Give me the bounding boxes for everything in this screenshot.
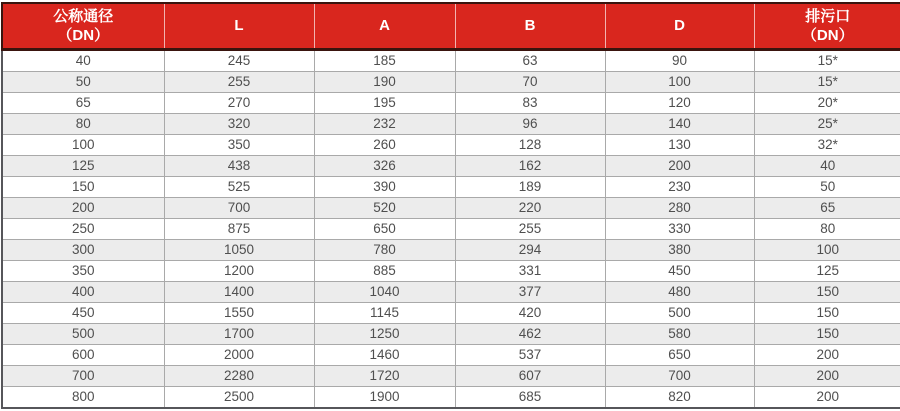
table-row	[2, 177, 900, 198]
table-cell-a: 1250	[314, 324, 455, 345]
table-header-row	[2, 3, 900, 50]
table-cell-l: 700	[164, 198, 314, 219]
table-cell-dn: 250	[2, 219, 164, 240]
table-cell-d: 330	[605, 219, 754, 240]
table-cell-dn: 150	[2, 177, 164, 198]
table-cell-dn: 125	[2, 156, 164, 177]
table-cell-d: 480	[605, 282, 754, 303]
table-cell-b: 96	[455, 114, 605, 135]
column-header-b	[455, 3, 605, 50]
table-row	[2, 219, 900, 240]
table-cell-dn: 350	[2, 261, 164, 282]
table-cell-drain: 100	[754, 240, 900, 261]
table-cell-l: 1200	[164, 261, 314, 282]
table-cell-l: 245	[164, 50, 314, 72]
column-header-d	[605, 3, 754, 50]
table-cell-drain: 200	[754, 366, 900, 387]
table-cell-b: 70	[455, 72, 605, 93]
table-cell-dn: 80	[2, 114, 164, 135]
table-cell-d: 380	[605, 240, 754, 261]
table-cell-l: 525	[164, 177, 314, 198]
table-cell-l: 255	[164, 72, 314, 93]
table-cell-l: 1700	[164, 324, 314, 345]
table-row	[2, 156, 900, 177]
table-cell-dn: 400	[2, 282, 164, 303]
column-header-label: L	[234, 17, 244, 35]
table-row	[2, 50, 900, 72]
table-cell-b: 420	[455, 303, 605, 324]
table-cell-b: 162	[455, 156, 605, 177]
column-header-l	[164, 3, 314, 50]
table-row	[2, 135, 900, 156]
table-row	[2, 303, 900, 324]
table-cell-b: 462	[455, 324, 605, 345]
table-cell-a: 1040	[314, 282, 455, 303]
table-cell-b: 331	[455, 261, 605, 282]
table-cell-dn: 100	[2, 135, 164, 156]
table-cell-b: 189	[455, 177, 605, 198]
table-cell-drain: 200	[754, 345, 900, 366]
table-cell-b: 63	[455, 50, 605, 72]
table-row	[2, 240, 900, 261]
table-row	[2, 282, 900, 303]
table-cell-d: 650	[605, 345, 754, 366]
table-cell-drain: 150	[754, 303, 900, 324]
table-cell-b: 294	[455, 240, 605, 261]
table-cell-a: 232	[314, 114, 455, 135]
table-cell-l: 1550	[164, 303, 314, 324]
table-cell-drain: 40	[754, 156, 900, 177]
column-header-sublabel: （DN）	[57, 27, 110, 44]
table-cell-dn: 450	[2, 303, 164, 324]
table-cell-d: 90	[605, 50, 754, 72]
table-row	[2, 72, 900, 93]
table-cell-drain: 25*	[754, 114, 900, 135]
column-header-label: 公称通径	[53, 7, 114, 25]
table-cell-d: 200	[605, 156, 754, 177]
table-cell-dn: 700	[2, 366, 164, 387]
table-cell-a: 195	[314, 93, 455, 114]
table-cell-l: 1400	[164, 282, 314, 303]
table-cell-a: 390	[314, 177, 455, 198]
table-cell-d: 580	[605, 324, 754, 345]
valve-dimensions-table	[1, 2, 900, 409]
table-cell-d: 280	[605, 198, 754, 219]
table-cell-drain: 32*	[754, 135, 900, 156]
table-cell-drain: 15*	[754, 72, 900, 93]
table-cell-a: 260	[314, 135, 455, 156]
table-cell-drain: 125	[754, 261, 900, 282]
table-cell-a: 780	[314, 240, 455, 261]
table-row	[2, 198, 900, 219]
table-row	[2, 114, 900, 135]
table-cell-b: 255	[455, 219, 605, 240]
table-cell-dn: 800	[2, 387, 164, 409]
table-cell-dn: 600	[2, 345, 164, 366]
table-cell-b: 537	[455, 345, 605, 366]
table-row	[2, 93, 900, 114]
table-cell-l: 2280	[164, 366, 314, 387]
table-cell-d: 700	[605, 366, 754, 387]
column-header-label: A	[379, 17, 390, 35]
table-cell-b: 377	[455, 282, 605, 303]
table-cell-dn: 65	[2, 93, 164, 114]
table-row	[2, 324, 900, 345]
table-cell-dn: 500	[2, 324, 164, 345]
table-cell-a: 650	[314, 219, 455, 240]
table-row	[2, 345, 900, 366]
table-cell-d: 120	[605, 93, 754, 114]
column-header-drain	[754, 3, 900, 50]
table-cell-l: 320	[164, 114, 314, 135]
table-cell-dn: 50	[2, 72, 164, 93]
table-cell-a: 1900	[314, 387, 455, 409]
column-header-sublabel: （DN）	[801, 27, 854, 44]
table-cell-a: 190	[314, 72, 455, 93]
table-cell-a: 885	[314, 261, 455, 282]
table-cell-d: 130	[605, 135, 754, 156]
table-cell-l: 2500	[164, 387, 314, 409]
table-cell-dn: 40	[2, 50, 164, 72]
column-header-dn	[2, 3, 164, 50]
table-cell-drain: 50	[754, 177, 900, 198]
table-cell-d: 140	[605, 114, 754, 135]
table-cell-drain: 200	[754, 387, 900, 409]
table-cell-b: 607	[455, 366, 605, 387]
table-cell-d: 230	[605, 177, 754, 198]
table-cell-drain: 150	[754, 324, 900, 345]
column-header-label: 排污口	[805, 7, 851, 25]
table-cell-a: 1460	[314, 345, 455, 366]
table-cell-l: 875	[164, 219, 314, 240]
column-header-label: B	[524, 17, 536, 35]
table-cell-b: 128	[455, 135, 605, 156]
table-cell-d: 820	[605, 387, 754, 409]
table-cell-d: 500	[605, 303, 754, 324]
table-cell-drain: 20*	[754, 93, 900, 114]
table-cell-drain: 80	[754, 219, 900, 240]
table-cell-dn: 200	[2, 198, 164, 219]
table-cell-a: 326	[314, 156, 455, 177]
table-row	[2, 366, 900, 387]
column-header-label: D	[674, 17, 685, 35]
table-cell-d: 450	[605, 261, 754, 282]
table-head	[2, 3, 900, 50]
table-cell-l: 1050	[164, 240, 314, 261]
column-header-a	[314, 3, 455, 50]
table-cell-a: 520	[314, 198, 455, 219]
table-cell-l: 350	[164, 135, 314, 156]
table-cell-l: 438	[164, 156, 314, 177]
table-row	[2, 261, 900, 282]
table-cell-b: 685	[455, 387, 605, 409]
table-cell-b: 220	[455, 198, 605, 219]
table-row	[2, 387, 900, 409]
table-cell-a: 1145	[314, 303, 455, 324]
table-cell-l: 2000	[164, 345, 314, 366]
table-cell-a: 185	[314, 50, 455, 72]
table-cell-drain: 15*	[754, 50, 900, 72]
table-body	[2, 50, 900, 409]
table-cell-drain: 150	[754, 282, 900, 303]
table-cell-drain: 65	[754, 198, 900, 219]
table-cell-b: 83	[455, 93, 605, 114]
table-cell-l: 270	[164, 93, 314, 114]
table-cell-a: 1720	[314, 366, 455, 387]
table-cell-dn: 300	[2, 240, 164, 261]
table-cell-d: 100	[605, 72, 754, 93]
